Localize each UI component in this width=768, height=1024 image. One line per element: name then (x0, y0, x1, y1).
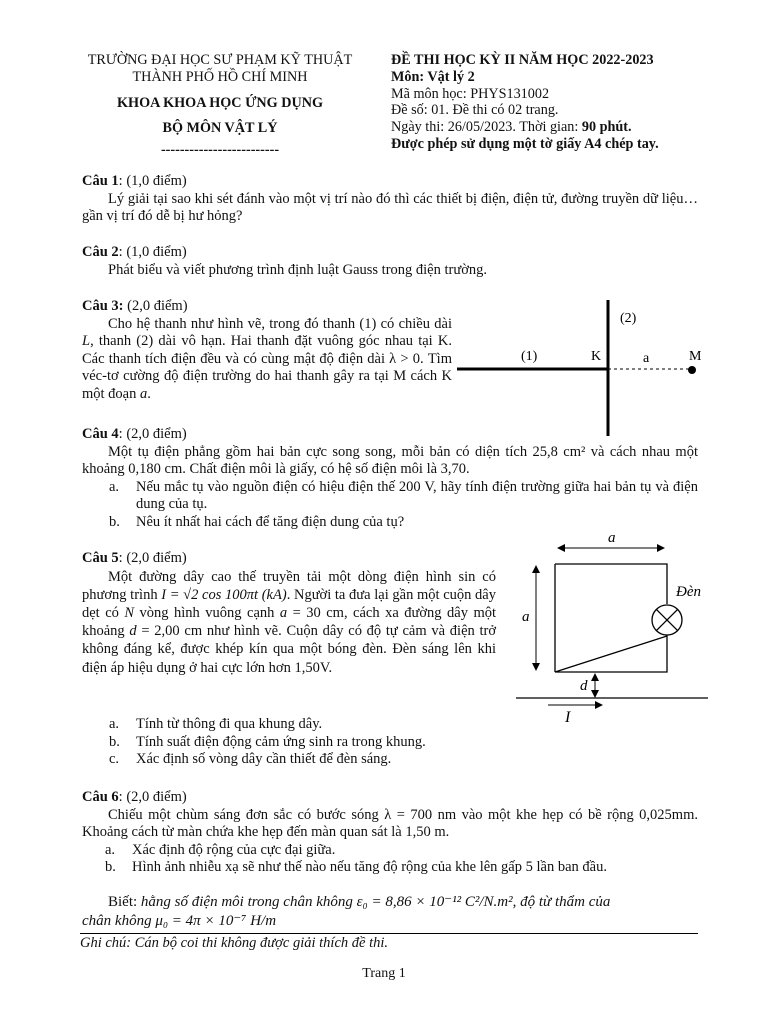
lamp-icon (652, 605, 682, 635)
current-equation: I = √2 cos 100πt (kA) (161, 586, 287, 603)
item-label: b. (105, 859, 116, 875)
question-3-title: Câu 3: (82, 298, 124, 314)
point-m-label: M (689, 349, 702, 364)
question-4 (82, 426, 698, 531)
question-5-text-e: = 2,00 cm như hình vẽ. Cuộn dây có độ tự cảm và điện trở không đáng kể, được khép kín qua một bóng đèn. Đèn sáng lên khi điện áp hiệu dụng ở hai cực lớn hơn 1,50V. (82, 623, 496, 676)
given-constants (82, 893, 702, 931)
item-text: Nêu ít nhất hai cách để tăng điện dung của tụ? (136, 513, 405, 530)
distance-d-label: d (580, 678, 588, 694)
coil-top-right (555, 564, 667, 604)
question-5-text-b: . Người ta đưa lại gần một cuộn dây dẹt có (82, 586, 496, 621)
question-3-var-L: L (82, 333, 91, 349)
question-2-text: Phát biểu và viết phương trình định luật Gauss trong điện trường. (108, 261, 488, 278)
question-5-var-n: N (124, 604, 135, 621)
question-2 (82, 244, 698, 279)
item-text: Nếu mắc tụ vào nguồn điện có hiệu điện thế 200 V, hãy tính điện trường giữa hai bản tụ và điện dung của tụ. (136, 478, 698, 512)
item-label: a. (109, 478, 120, 495)
question-3-text-b: , thanh (2) dài vô hạn. Hai thanh đặt vuông góc nhau tại K. Các thanh tích điện đều và có cùng mật độ điện dài λ > 0. Tìm véc-tơ cường độ điện trường do hai thanh gây ra tại M cách K một đoạn (82, 333, 452, 402)
faculty-name: KHOA KHOA HỌC ỨNG DỤNG (117, 95, 323, 111)
note-divider (80, 933, 698, 934)
question-1-title: Câu 1 (82, 173, 119, 189)
page-number: Trang 1 (362, 966, 406, 981)
question-5-text-d: = 30 cm, cách xa đường dây một khoảng (82, 604, 496, 640)
item-label: a. (109, 716, 120, 732)
question-5 (82, 550, 496, 677)
item-label: a. (105, 841, 116, 858)
question-1-points: : (1,0 điểm) (118, 173, 187, 189)
question-3-text-c: . (147, 385, 151, 402)
university-line2: THÀNH PHỐ HỒ CHÍ MINH (132, 68, 308, 85)
exam-info (391, 52, 751, 153)
current-i-label: I (565, 709, 571, 726)
item-text: Xác định độ rộng của cực đại giữa. (132, 841, 336, 858)
given-text-1: hằng số điện môi trong chân không ε₀ = 8,86 × 10⁻¹² C²/N.m², độ từ thẩm của (140, 894, 611, 910)
coil-bottom (555, 636, 667, 672)
question-3 (82, 298, 452, 403)
coil-figure (512, 526, 712, 756)
item-text: Xác định số vòng dây cần thiết để đèn sáng. (136, 751, 392, 767)
question-1-heading (82, 173, 698, 191)
proctor-note: Ghi chú: Cán bộ coi thi không được giải thích đề thi. (80, 935, 389, 951)
duration: 90 phút. (581, 119, 632, 136)
lamp-label: Đèn (676, 584, 701, 600)
question-4-text: Một tụ điện phẳng gồm hai bản cực song song, mỗi bản có diện tích 25,8 cm² và cách nhau một khoảng 0,180 cm. Chất điện môi là giấy, có hệ số điện môi là 3,70. (82, 443, 698, 477)
item-text: Hình ảnh nhiễu xạ sẽ như thế nào nếu tăng độ rộng của khe lên gấp 5 lần ban đầu. (132, 859, 607, 875)
question-4-item-a (82, 479, 698, 514)
question-6-item-b (82, 859, 698, 877)
question-4-heading (82, 426, 698, 444)
question-6-points: : (2,0 điểm) (118, 789, 187, 805)
question-6-item-a (82, 842, 698, 860)
item-label: b. (109, 733, 120, 750)
question-1-text: Lý giải tại sao khi sét đánh vào một vị trí nào đó thì các thiết bị điện, điện tử, đường truyền dữ liệu…gần vị trí đó dễ bị hư hỏng? (82, 190, 698, 224)
exam-date-time (391, 119, 751, 136)
given-line-2: chân không μ₀ = 4π × 10⁻⁷ H/m (82, 913, 277, 929)
question-5-var-a: a (279, 604, 288, 621)
question-3-text-a: Cho hệ thanh như hình vẽ, trong đó thanh (1) có chiều dài (108, 315, 452, 332)
question-2-heading (82, 244, 698, 262)
item-label: b. (109, 513, 120, 530)
question-5-text-c: vòng hình vuông cạnh (134, 604, 280, 621)
question-3-text (82, 316, 452, 404)
distance-a-label: a (643, 351, 650, 366)
exam-title: ĐỀ THI HỌC KỲ II NĂM HỌC 2022-2023 (391, 52, 654, 68)
given-line-1 (82, 893, 702, 912)
question-5-text (82, 568, 496, 677)
question-4-points: : (2,0 điểm) (118, 426, 187, 442)
question-4-title: Câu 4 (82, 426, 119, 442)
question-5-text-a: Một đường dây cao thế truyền tải một dòng điện hình sin có phương trình (82, 568, 496, 603)
question-5-var-d: d (129, 623, 137, 640)
question-2-title: Câu 2 (82, 244, 119, 260)
school-header (40, 52, 400, 159)
question-6-title: Câu 6 (82, 789, 119, 805)
date-time-text: Ngày thi: 26/05/2023. Thời gian: (391, 119, 582, 136)
question-5-points: : (2,0 điểm) (118, 550, 187, 566)
question-1 (82, 173, 698, 226)
question-2-points: : (1,0 điểm) (118, 244, 187, 260)
question-6 (82, 789, 698, 877)
item-label: c. (109, 751, 120, 767)
question-3-var-a: a (140, 385, 148, 402)
question-5-heading (82, 550, 496, 568)
subject: Môn: Vật lý 2 (391, 68, 475, 85)
item-text: Tính từ thông đi qua khung dây. (136, 716, 323, 732)
subject-code: Mã môn học: PHYS131002 (391, 85, 550, 102)
height-a-label: a (522, 609, 530, 625)
question-5-title: Câu 5 (82, 550, 119, 566)
given-prefix: Biết: (108, 894, 141, 910)
university-line1: TRƯỜNG ĐẠI HỌC SƯ PHẠM KỸ THUẬT (87, 52, 353, 68)
question-6-heading (82, 789, 698, 807)
item-text: Tính suất điện động cảm ứng sinh ra trong khung. (136, 733, 426, 750)
allowed-materials: Được phép sử dụng một tờ giấy A4 chép tay. (391, 135, 659, 152)
point-k-label: K (591, 349, 602, 364)
department-name: BỘ MÔN VẬT LÝ (162, 119, 278, 136)
rod-1-label: (1) (521, 349, 538, 364)
question-6-text: Chiếu một chùm sáng đơn sắc có bước sóng λ = 700 nm vào một khe hẹp có bề rộng 0,025mm. Khoảng cách từ màn chứa khe hẹp đến màn quan sát là 1,50 m. (82, 806, 698, 840)
header-divider: ------------------------- (160, 142, 280, 158)
rods-figure (455, 298, 715, 438)
question-3-heading (82, 298, 452, 316)
exam-number: Đề số: 01. Đề thi có 02 trang. (391, 102, 559, 119)
rod-2-label: (2) (620, 311, 637, 326)
question-3-points: (2,0 điểm) (123, 298, 188, 314)
point-m-dot (688, 366, 696, 374)
width-a-label: a (608, 530, 616, 546)
